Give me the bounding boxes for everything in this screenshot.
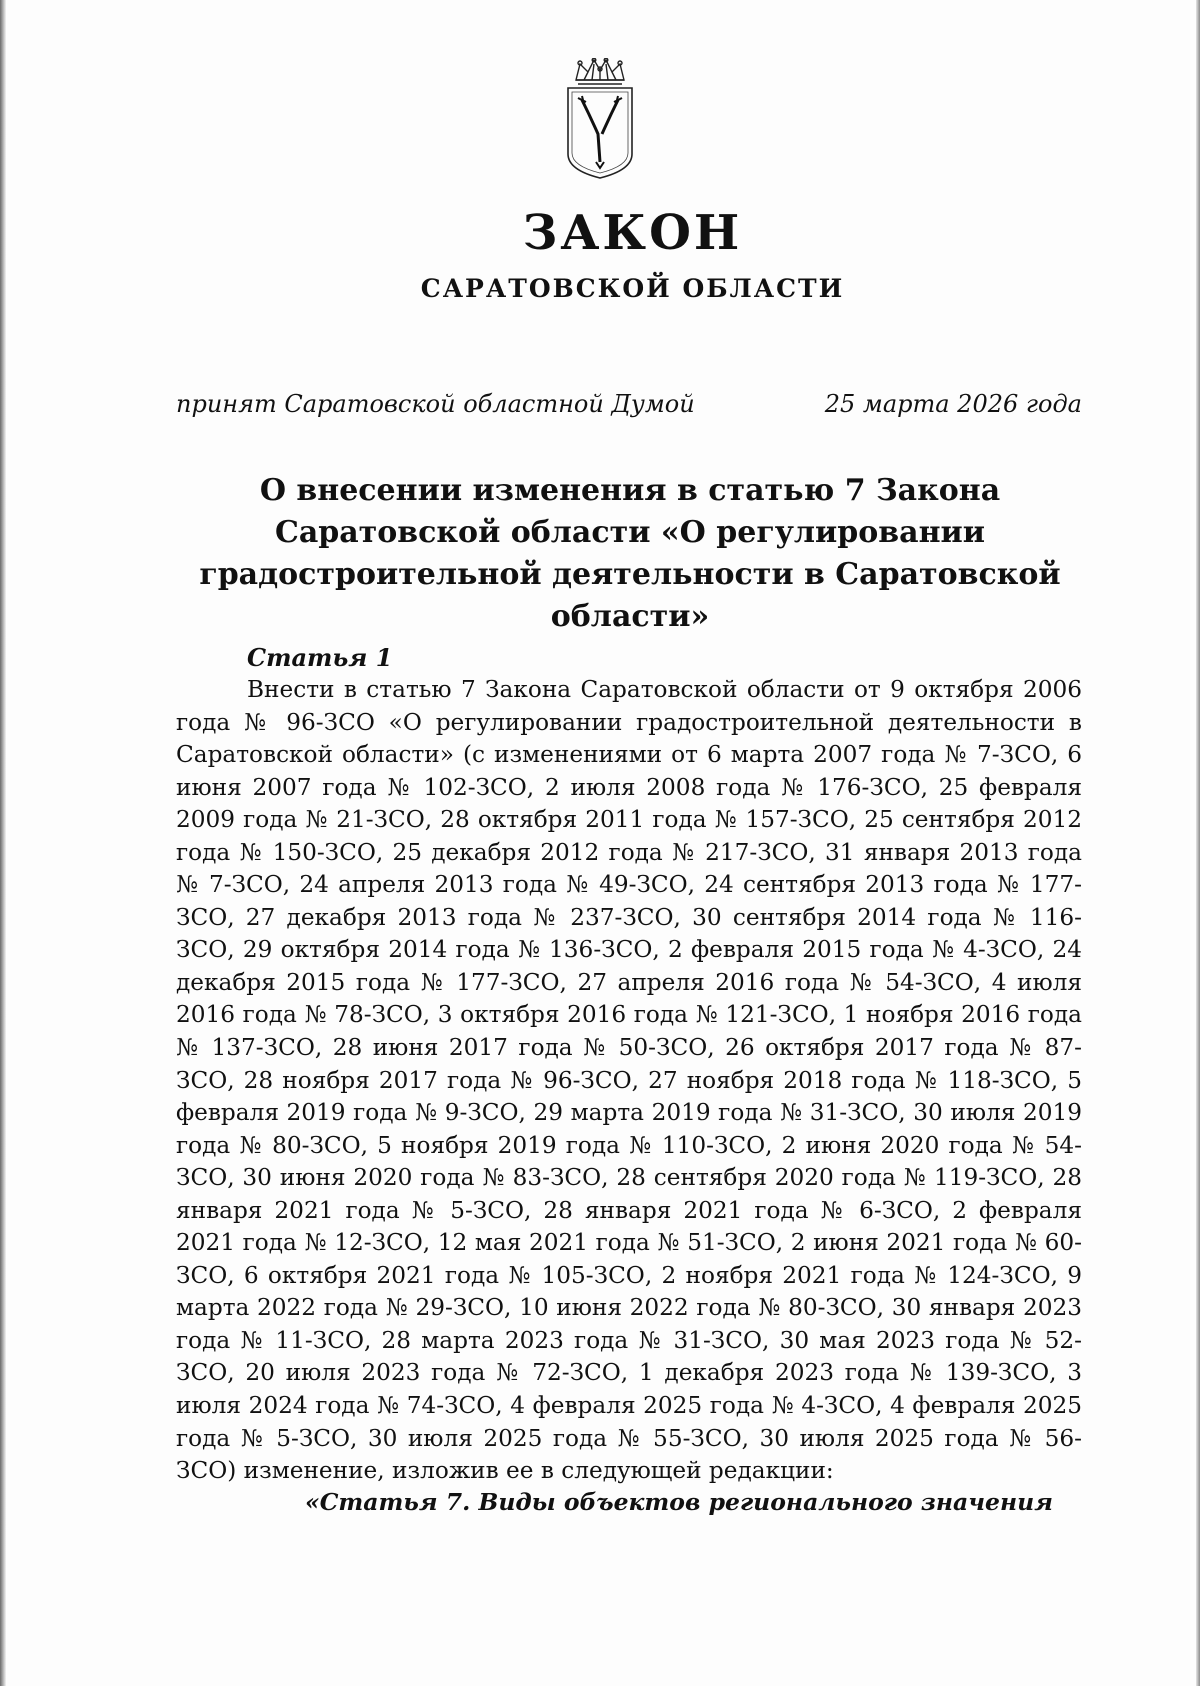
adopted-date: 25 марта 2026 года bbox=[824, 390, 1082, 418]
saratov-coat-of-arms-icon bbox=[562, 58, 638, 182]
law-subtitle: САРАТОВСКОЙ ОБЛАСТИ bbox=[420, 274, 845, 303]
document-heading: О внесении изменения в статью 7 Закона Саратовской области «О регулировании градостроительной деятельности в Саратовской области» bbox=[199, 473, 1061, 634]
quoted-article-heading: «Статья 7. Виды объектов регионального значения bbox=[305, 1488, 1053, 1516]
article-paragraph: Внести в статью 7 Закона Саратовской области от 9 октября 2006 года № 96-ЗСО «О регулировании градостроительной деятельности в Саратовской области» (с изменениями от 6 марта 2007 года № 7-ЗСО, 6 июня 2007 года № 102-ЗСО, 2 июля 2008 года № 176-ЗСО, 25 февраля 2009 года № 21-ЗСО, 28 октября 2011 года № 157-ЗСО, 25 сентября 2012 года № 150-ЗСО, 25 декабря 2012 года № 217-ЗСО, 31 января 2013 года № 7-ЗСО, 24 апреля 2013 года № 49-ЗСО, 24 сентября 2013 года № 177-ЗСО, 27 декабря 2013 года № 237-ЗСО, 30 сентября 2014 года № 116-ЗСО, 29 октября 2014 года № 136-ЗСО, 2 февраля 2015 года № 4-ЗСО, 24 декабря 2015 года № 177-ЗСО, 27 апреля 2016 года № 54-ЗСО, 4 июля 2016 года № 78-ЗСО, 3 октября 2016 года № 121-ЗСО, 1 ноября 2016 года № 137-ЗСО, 28 июня 2017 года № 50-ЗСО, 26 октября 2017 года № 87-ЗСО, 28 ноября 2017 года № 96-ЗСО, 27 ноября 2018 года № 118-ЗСО, 5 февраля 2019 года № 9-ЗСО, 29 марта 2019 года № 31-ЗСО, 30 июля 2019 года № 80-ЗСО, 5 ноября 2019 года № 110-ЗСО, 2 июня 2020 года № 54-ЗСО, 30 июня 2020 года № 83-ЗСО, 28 сентября 2020 года № 119-ЗСО, 28 января 2021 года № 5-ЗСО, 28 января 2021 года № 6-ЗСО, 2 февраля 2021 года № 12-ЗСО, 12 мая 2021 года № 51-ЗСО, 2 июня 2021 года № 60-ЗСО, 6 октября 2021 года № 105-ЗСО, 2 ноября 2021 года № 124-ЗСО, 9 марта 2022 года № 29-ЗСО, 10 июня 2022 года № 80-ЗСО, 30 января 2023 года № 11-ЗСО, 28 марта 2023 года № 31-ЗСО, 30 мая 2023 года № 52-ЗСО, 20 июля 2023 года № 72-ЗСО, 1 декабря 2023 года № 139-ЗСО, 3 июля 2024 года № 74-ЗСО, 4 февраля 2025 года № 4-ЗСО, 4 февраля 2025 года № 5-ЗСО, 30 июля 2025 года № 55-ЗСО, 30 июля 2025 года № 56-ЗСО) изменение, изложив ее в следующей редакции: bbox=[176, 676, 1082, 1485]
article-label: Статья 1 bbox=[247, 643, 393, 672]
law-title: ЗАКОН bbox=[522, 205, 743, 261]
article-body bbox=[176, 674, 1082, 1488]
adopted-by-line: принят Саратовской областной Думой bbox=[176, 390, 695, 418]
